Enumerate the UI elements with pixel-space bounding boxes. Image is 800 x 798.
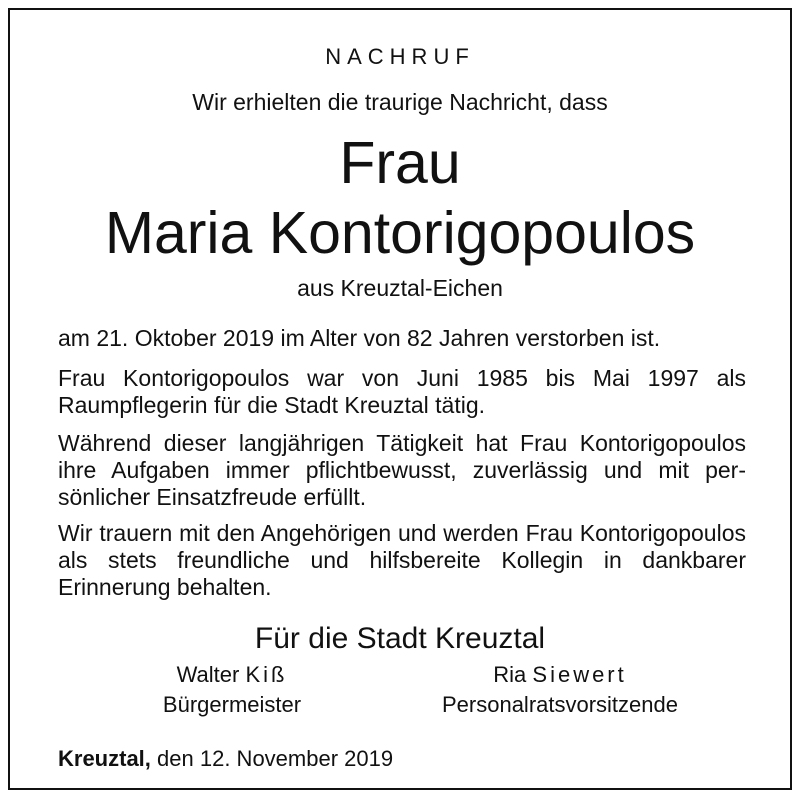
- signatory-last-name: Kiß: [245, 662, 288, 687]
- deceased-name: Maria Kontorigopoulos: [104, 200, 696, 266]
- signatory-name: [410, 660, 710, 690]
- paragraph-tribute: Während dieser langjährigen Tätigkeit hat Frau Kontorigopoulos ihre Aufgaben immer pflichtbewusst, zuverlässig und mit persönlicher Einsatzfreude erfüllt.: [58, 430, 746, 510]
- signatory-last-name: Siewert: [532, 662, 627, 687]
- signatory-first-name: Ria: [493, 662, 527, 687]
- signatory-mayor: [122, 660, 342, 720]
- signatory-title: Bürgermeister: [162, 692, 302, 717]
- place-and-date: [58, 745, 393, 773]
- deceased-origin: aus Kreuztal-Eichen: [297, 275, 503, 301]
- deceased-salutation: Frau: [339, 130, 461, 196]
- intro-text: Wir erhielten die traurige Nachricht, dass: [192, 89, 608, 115]
- signatory-title: Personalratsvorsitzende: [441, 692, 678, 717]
- organization-name: Für die Stadt Kreuztal: [254, 622, 546, 655]
- paragraph-mourning: Wir trauern mit den Angehörigen und werden Frau Kontorigopoulos als stets freundliche und hilfsbereite Kollegin in dankbarer Erinnerung behalten.: [58, 520, 746, 600]
- place: Kreuztal,: [58, 746, 151, 771]
- signatory-staff-council: [410, 660, 710, 720]
- paragraph-death-date: am 21. Oktober 2019 im Alter von 82 Jahren verstorben ist.: [58, 325, 661, 351]
- obituary-notice: [8, 8, 792, 790]
- notice-heading: NACHRUF: [325, 44, 475, 69]
- date: den 12. November 2019: [157, 746, 394, 771]
- signatory-name: [122, 660, 342, 690]
- signatory-first-name: Walter: [176, 662, 240, 687]
- paragraph-employment: Frau Kontorigopoulos war von Juni 1985 bis Mai 1997 als Raumpflegerin für die Stadt Kreuztal tätig.: [58, 365, 746, 418]
